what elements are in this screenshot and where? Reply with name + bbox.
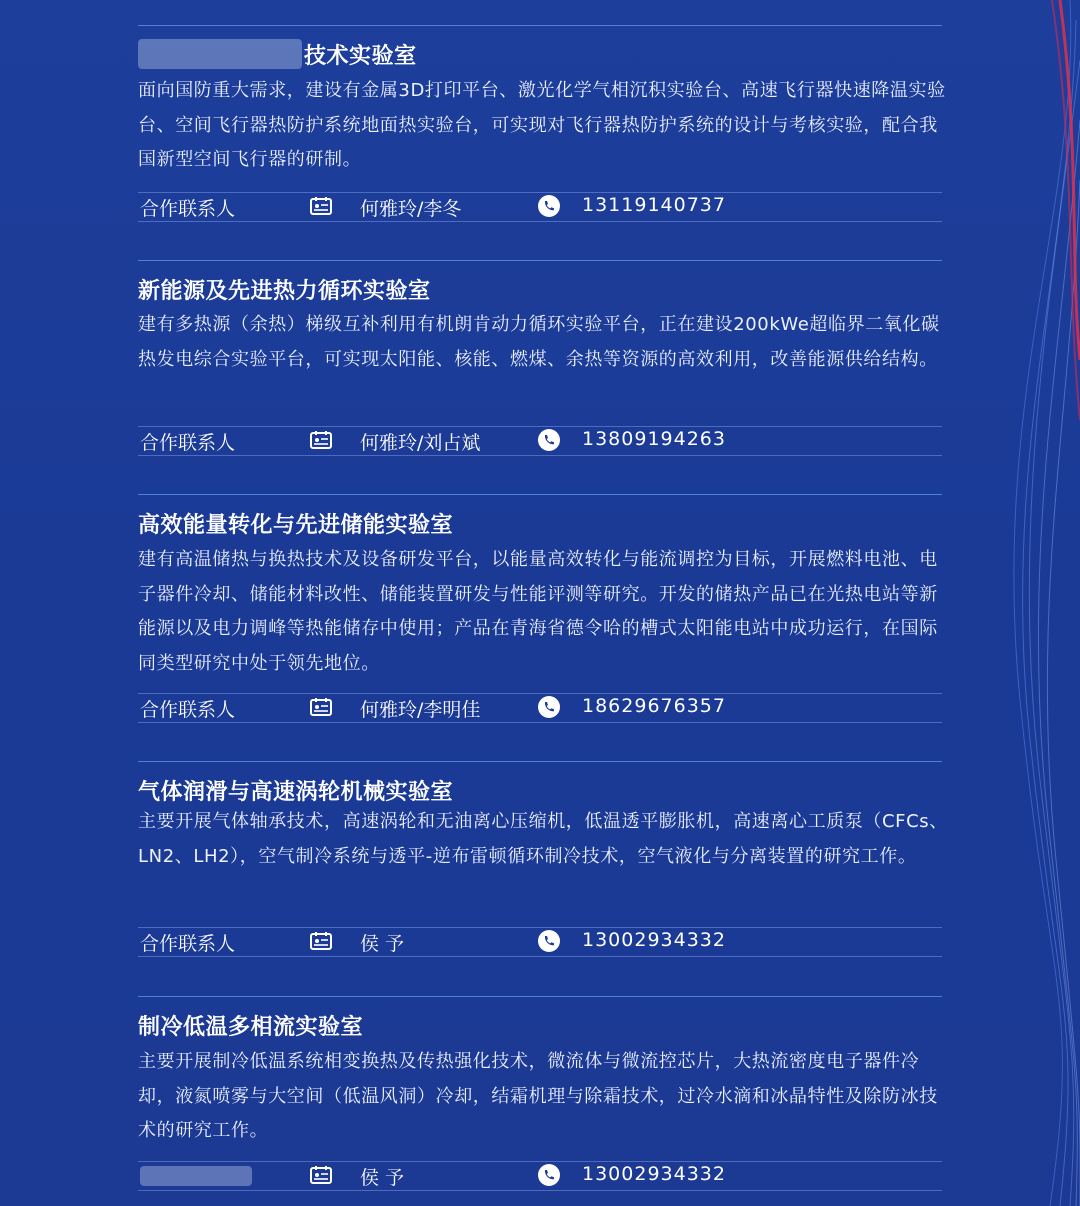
blurred-contact-label <box>140 1166 252 1186</box>
lab-description: 面向国防重大需求，建设有金属3D打印平台、激光化学气相沉积实验台、高速飞行器快速降温实验台、空间飞行器热防护系统地面热实验台，可实现对飞行器热防护系统的设计与考核实验，配合我国新型空间飞行器的研制。 <box>138 80 946 170</box>
contact-name: 何雅玲/李冬 <box>360 198 462 220</box>
id-card-icon <box>310 197 332 215</box>
contact-phone: 13809194263 <box>582 428 726 450</box>
contact-row <box>138 426 942 456</box>
contact-name: 何雅玲/李明佳 <box>360 699 481 721</box>
id-card-icon <box>310 698 332 716</box>
id-card-icon <box>310 1166 332 1184</box>
phone-icon <box>538 429 560 451</box>
contact-label: 合作联系人 <box>140 432 236 454</box>
section-divider <box>138 761 942 762</box>
section-divider <box>138 260 942 261</box>
contact-phone: 13002934332 <box>582 929 726 951</box>
lab-description: 建有高温储热与换热技术及设备研发平台，以能量高效转化与能流调控为目标，开展燃料电池、电子器件冷却、储能材料改性、储能装置研发与性能评测等研究。开发的储热产品已在光热电站等新能源以及电力调峰等热能储存中使用；产品在青海省德令哈的槽式太阳能电站中成功运行，在国际同类型研究中处于领先地位。 <box>138 549 938 674</box>
contact-label: 合作联系人 <box>140 699 236 721</box>
phone-icon <box>538 1164 560 1186</box>
blurred-title-prefix <box>138 39 302 69</box>
contact-row <box>138 192 942 222</box>
contact-label: 合作联系人 <box>140 933 236 955</box>
contact-phone: 18629676357 <box>582 695 726 717</box>
lab-title: 新能源及先进热力循环实验室 <box>138 279 431 304</box>
lab-description: 主要开展制冷低温系统相变换热及传热强化技术，微流体与微流控芯片，大热流密度电子器件冷却，液氮喷雾与大空间（低温风洞）冷却，结霜机理与除霜技术，过冷水滴和冰晶特性及除防冰技术的研究工作。 <box>138 1051 938 1141</box>
lab-title: 制冷低温多相流实验室 <box>138 1015 364 1040</box>
section-divider <box>138 996 942 997</box>
lab-title: 高效能量转化与先进储能实验室 <box>138 513 454 538</box>
contact-row <box>138 1161 942 1191</box>
phone-icon <box>538 195 560 217</box>
contact-row <box>138 927 942 957</box>
phone-icon <box>538 696 560 718</box>
contact-name: 侯 予 <box>360 1167 405 1189</box>
lab-title: 气体润滑与高速涡轮机械实验室 <box>138 780 454 805</box>
contact-name: 侯 予 <box>360 933 405 955</box>
contact-row <box>138 693 942 723</box>
lab-title: 技术实验室 <box>304 44 417 69</box>
id-card-icon <box>310 431 332 449</box>
section-divider <box>138 25 942 26</box>
phone-icon <box>538 930 560 952</box>
contact-label: 合作联系人 <box>140 198 236 220</box>
id-card-icon <box>310 932 332 950</box>
section-divider <box>138 494 942 495</box>
contact-name: 何雅玲/刘占斌 <box>360 432 481 454</box>
lab-description: 主要开展气体轴承技术，高速涡轮和无油离心压缩机，低温透平膨胀机，高速离心工质泵（CFCs、LN2、LH2），空气制冷系统与透平-逆布雷顿循环制冷技术，空气液化与分离装置的研究工作。 <box>138 811 948 867</box>
contact-phone: 13002934332 <box>582 1163 726 1185</box>
contact-phone: 13119140737 <box>582 194 726 216</box>
lab-description: 建有多热源（余热）梯级互补利用有机朗肯动力循环实验平台，正在建设200kWe超临界二氧化碳热发电综合实验平台，可实现太阳能、核能、燃煤、余热等资源的高效利用，改善能源供给结构。 <box>138 314 940 370</box>
